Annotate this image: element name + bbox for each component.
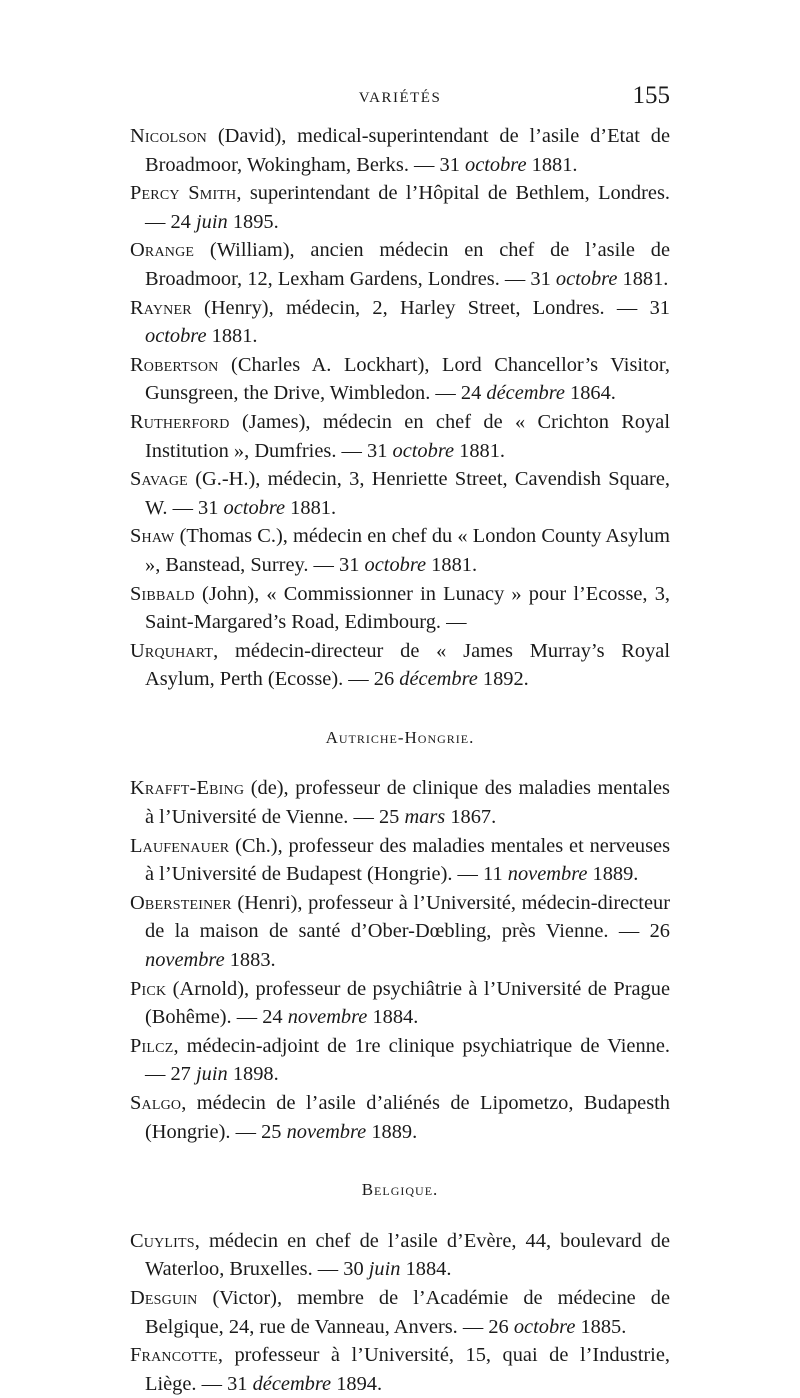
entry-date-month: décembre: [486, 382, 565, 405]
entry-date-year: 1885.: [575, 1315, 627, 1338]
directory-entry: [130, 889, 670, 975]
entry-date-month: octobre: [513, 1315, 576, 1338]
entry-name: Sibbald: [130, 582, 195, 605]
entry-date-month: novembre: [145, 949, 225, 972]
entry-name: Robertson: [130, 353, 219, 376]
entry-text: (G.-H.), médecin, 3, Henriette Street, Cavendish Square, W. — 31: [145, 468, 670, 519]
entry-date-year: 1881.: [426, 553, 478, 576]
entry-date-year: 1864.: [564, 382, 616, 405]
page-body: [130, 122, 670, 1398]
directory-entry: [130, 1089, 670, 1146]
entry-text: , professeur à l’Université, 15, quai de l’Industrie, Liège. — 31: [145, 1344, 670, 1395]
entry-name: Pilcz: [130, 1034, 174, 1057]
entry-date-year: 1889.: [587, 863, 639, 886]
entry-name: Salgo: [130, 1092, 182, 1114]
entry-text: , médecin-directeur de « James Murray’s Royal Asylum, Perth (Ecosse). — 26: [145, 639, 670, 691]
entry-text: (Henri), professeur à l’Université, médecin-directeur de la maison de santé d’Ober-Dœbling, près Vienne. — 26: [145, 891, 670, 943]
entry-name: Krafft-Ebing: [130, 777, 245, 800]
entry-text: (James), médecin en chef de « Crichton Royal Institution », Dumfries. — 31: [145, 410, 670, 462]
entry-name: Rayner: [130, 296, 192, 319]
entry-text: (Ch.), professeur des maladies mentales et nerveuses à l’Université de Budapest (Hongrie). — 11: [145, 834, 670, 886]
entry-date-year: 1881.: [454, 439, 506, 462]
entry-text: , médecin en chef de l’asile d’Evère, 44, boulevard de Waterloo, Bruxelles. — 30: [145, 1229, 670, 1281]
entry-name: Nicolson: [130, 125, 207, 147]
section-heading: Autriche-Hongrie.: [325, 727, 475, 747]
entry-date-month: décembre: [399, 668, 478, 691]
entry-date-year: 1881.: [617, 267, 669, 290]
entry-text: (Arnold), professeur de psychiâtrie à l’Université de Prague (Bohême). — 24: [145, 977, 670, 1029]
directory-entry: [130, 832, 670, 889]
entry-date-year: 1884.: [367, 1006, 419, 1029]
directory-entry: [130, 122, 670, 179]
entry-date-month: novembre: [286, 1120, 367, 1143]
entry-date-month: novembre: [507, 863, 588, 886]
entry-name: Savage: [130, 468, 188, 491]
entry-name: Urquhart: [130, 639, 214, 662]
entry-date-month: juin: [195, 210, 228, 233]
running-title: VARIÉTÉS: [358, 90, 442, 106]
entry-text: (David), medical-superintendant de l’asile d’Etat de Broadmoor, Wokingham, Berks. — 31: [145, 125, 670, 176]
directory-entry: [130, 522, 670, 579]
entry-date-month: mars: [404, 806, 446, 829]
entry-text: , médecin-adjoint de 1re clinique psychiatrique de Vienne. — 27: [145, 1034, 670, 1086]
directory-entry: [130, 637, 670, 694]
section-heading: Belgique.: [361, 1180, 439, 1200]
entry-date-year: 1881.: [285, 496, 337, 519]
entry-date-year: 1884.: [400, 1258, 452, 1281]
entry-date-year: 1898.: [227, 1063, 279, 1086]
entry-date-year: 1889.: [366, 1120, 418, 1143]
entry-text: (Charles A. Lockhart), Lord Chancellor’s Visitor, Gunsgreen, the Drive, Wimbledon. — 24: [145, 353, 670, 405]
entry-text: (William), ancien médecin en chef de l’asile de Broadmoor, 12, Lexham Gardens, Londres. — 31: [145, 239, 670, 290]
entry-name: Francotte: [130, 1344, 218, 1367]
entry-name: Percy Smith: [130, 182, 237, 205]
entry-name: Obersteiner: [130, 891, 232, 914]
entry-text: , médecin de l’asile d’aliénés de Lipometzo, Budapesth (Hongrie). — 25: [145, 1092, 670, 1143]
entry-date-month: décembre: [252, 1372, 332, 1395]
directory-entry: [130, 1341, 670, 1398]
entry-date-year: 1881.: [206, 325, 258, 348]
page-number: 155: [632, 82, 670, 109]
entry-date-month: octobre: [223, 496, 286, 519]
entry-text: (Thomas C.), médecin en chef du « London County Asylum », Banstead, Surrey. — 31: [145, 525, 670, 576]
entry-name: Laufenauer: [130, 834, 230, 857]
entry-name: Orange: [130, 239, 195, 262]
directory-entry: [130, 774, 670, 831]
entry-name: Shaw: [130, 525, 175, 548]
entry-text: , superintendant de l’Hôpital de Bethlem, Londres. — 24: [145, 182, 670, 233]
entry-date-year: 1895.: [227, 210, 279, 233]
directory-entry: [130, 236, 670, 293]
entry-text: (de), professeur de clinique des maladies mentales à l’Université de Vienne. — 25: [145, 777, 670, 829]
entry-text: (John), « Commissionner in Lunacy » pour l’Ecosse, 3, Saint-Margared’s Road, Edimbourg. —: [145, 582, 670, 634]
directory-entry: [130, 1284, 670, 1341]
entry-text: (Victor), membre de l’Académie de médecine de Belgique, 24, rue de Vanneau, Anvers. — 26: [145, 1286, 670, 1338]
entry-name: Pick: [130, 977, 167, 1000]
directory-entry: [130, 294, 670, 351]
entry-text: (Henry), médecin, 2, Harley Street, Londres. — 31: [191, 296, 670, 319]
entry-date-month: juin: [368, 1258, 401, 1281]
entry-name: Desguin: [130, 1286, 198, 1309]
entry-date-year: 1892.: [477, 668, 529, 691]
entry-date-year: 1883.: [224, 949, 276, 972]
entry-name: Rutherford: [130, 410, 230, 433]
entry-date-month: octobre: [364, 553, 427, 576]
entry-date-year: 1867.: [445, 806, 497, 829]
directory-entry: [130, 580, 670, 637]
entry-date-month: octobre: [392, 439, 455, 462]
entry-date-year: 1894.: [331, 1372, 383, 1395]
directory-entry: [130, 351, 670, 408]
directory-entry: [130, 1227, 670, 1284]
entry-name: Cuylits: [130, 1229, 195, 1252]
directory-entry: [130, 408, 670, 465]
entry-date-month: octobre: [555, 267, 618, 290]
directory-entry: [130, 975, 670, 1032]
entry-date-month: octobre: [145, 325, 207, 348]
entry-date-month: juin: [195, 1063, 228, 1086]
entry-date-year: 1881.: [526, 153, 578, 176]
directory-entry: [130, 179, 670, 236]
page-header: [130, 82, 670, 116]
directory-entry: [130, 465, 670, 522]
entry-date-month: novembre: [287, 1006, 368, 1029]
entry-date-month: octobre: [465, 153, 527, 176]
directory-entry: [130, 1032, 670, 1089]
